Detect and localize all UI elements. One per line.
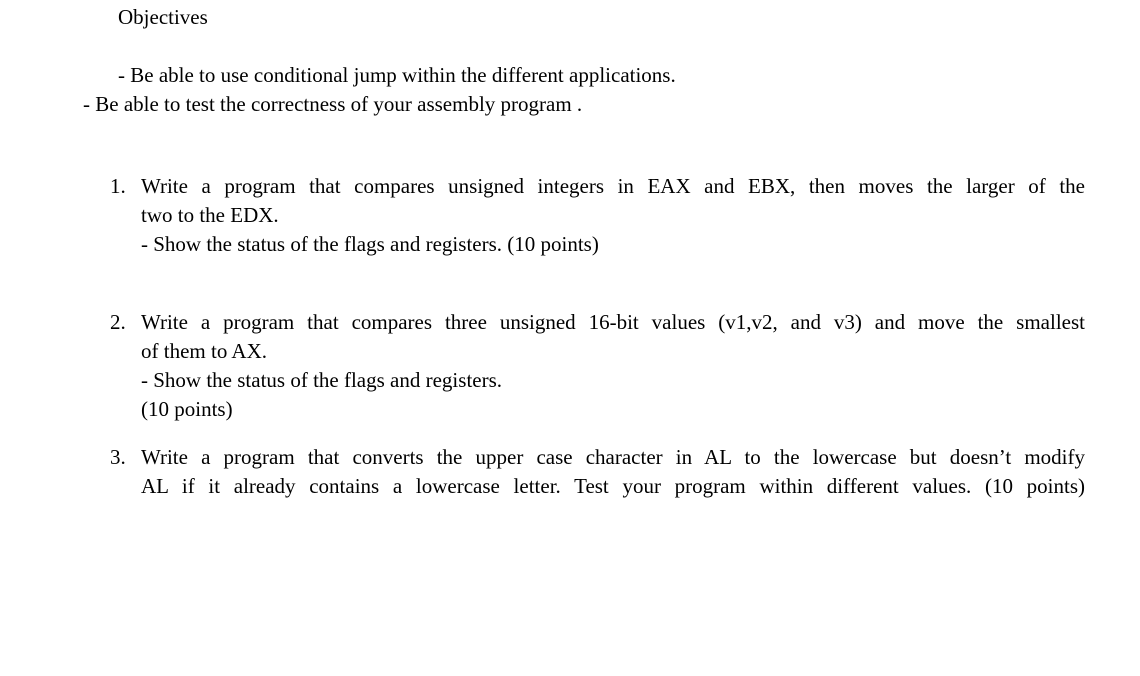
task-number: 1. — [110, 174, 126, 198]
task-text-line: Write a program that compares unsigned integers in EAX and EBX, then moves the larger of the — [141, 174, 1085, 198]
task-text-line: Write a program that converts the upper case character in AL to the lowercase but doesn’t modify — [141, 445, 1085, 469]
task-item-1 — [110, 172, 1085, 259]
objectives-heading: Objectives — [118, 5, 208, 29]
task-points-line: (10 points) — [141, 397, 233, 421]
task-body — [141, 443, 1085, 501]
task-text-line: two to the EDX. — [141, 203, 279, 227]
task-requirement-line: - Show the status of the flags and registers. (10 points) — [141, 232, 599, 256]
task-text-line: of them to AX. — [141, 339, 267, 363]
task-number: 3. — [110, 445, 126, 469]
objective-item-test-correctness: - Be able to test the correctness of your assembly program . — [83, 92, 583, 116]
task-text-line: AL if it already contains a lowercase letter. Test your program within different values. (10 points) — [141, 474, 1085, 498]
task-requirement-line: - Show the status of the flags and registers. — [141, 368, 503, 392]
task-body — [141, 308, 1085, 424]
task-number: 2. — [110, 310, 126, 334]
task-item-2 — [110, 308, 1085, 424]
task-body — [141, 172, 1085, 259]
task-text-line: Write a program that compares three unsigned 16-bit values (v1,v2, and v3) and move the smallest — [141, 310, 1085, 334]
objective-item-conditional-jump: - Be able to use conditional jump within the different applications. — [118, 63, 676, 87]
task-item-3 — [110, 443, 1085, 501]
